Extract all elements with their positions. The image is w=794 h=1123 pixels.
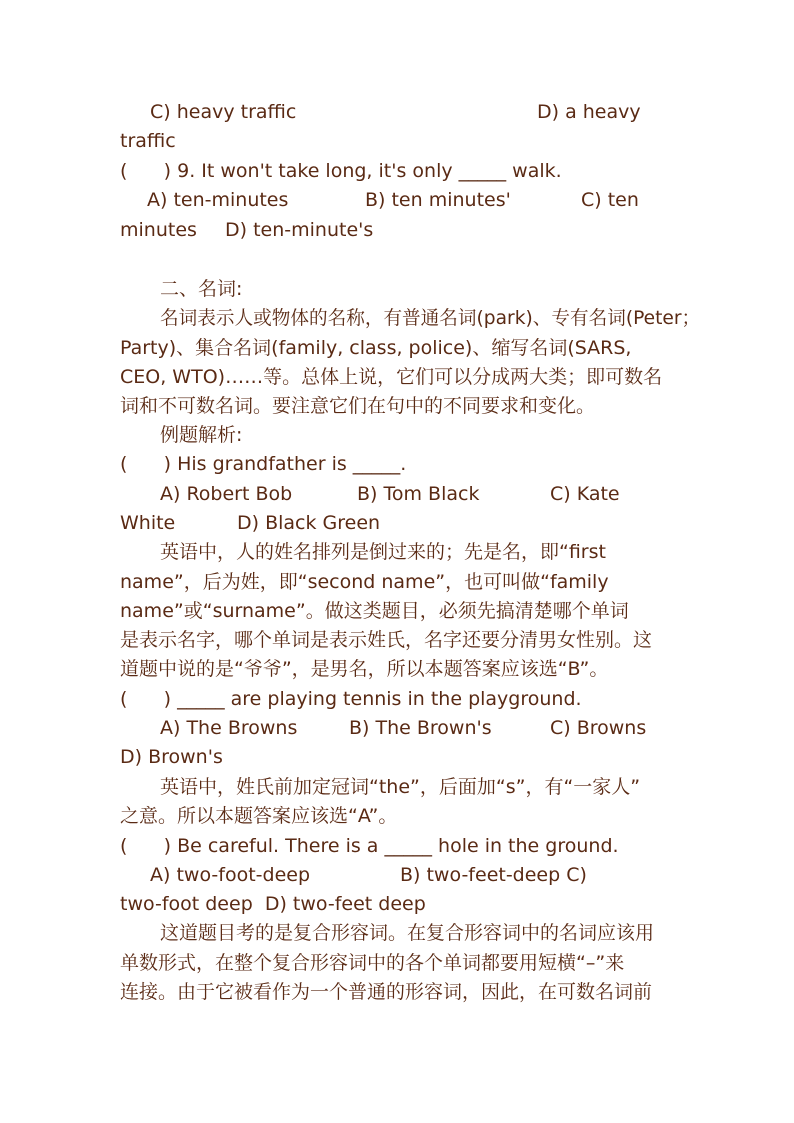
question-tennis: ( ) _____ are playing tennis in the playground. xyxy=(120,688,582,710)
question-9: ( ) 9. It won't take long, it's only _____ walk. xyxy=(120,160,562,182)
option-b: B) The Brown's xyxy=(349,717,492,739)
question-grandfather: ( ) His grandfather is _____. xyxy=(120,453,407,475)
explanation-line: 英语中，姓氏前加定冠词“the”，后面加“s”，有“一家人” xyxy=(160,776,641,798)
option-b-and-c: B) two-feet-deep C) xyxy=(400,864,587,886)
subheading-examples: 例题解析: xyxy=(160,424,243,446)
option-d: D) Black Green xyxy=(237,512,381,534)
paragraph-line: 词和不可数名词。要注意它们在句中的不同要求和变化。 xyxy=(120,395,596,417)
option-c: C) Browns xyxy=(550,717,647,739)
paragraph-line: Party)、集合名词(family, class, police)、缩写名词(SARS, xyxy=(120,337,632,359)
q9-option-d: D) ten-minute's xyxy=(225,219,374,241)
explanation-line: 之意。所以本题答案应该选“A”。 xyxy=(120,805,398,827)
explanation-line: name”或“surname”。做这类题目，必须先搞清楚哪个单词 xyxy=(120,600,629,622)
q9-option-c: C) ten xyxy=(581,189,639,211)
explanation-line: 道题中说的是“爷爷”，是男名，所以本题答案应该选“B”。 xyxy=(120,658,609,680)
paragraph-line: CEO, WTO)……等。总体上说，它们可以分成两大类；即可数名 xyxy=(120,366,663,388)
option-d: D) Brown's xyxy=(120,746,223,768)
option-a: A) The Browns xyxy=(160,717,298,739)
option-c-and-d: two-foot deep D) two-feet deep xyxy=(120,893,426,915)
explanation-line: 是表示名字，哪个单词是表示姓氏，名字还要分清男女性别。这 xyxy=(120,629,653,651)
option-c-heavy-traffic: C) heavy traffic xyxy=(150,101,297,123)
option-b: B) Tom Black xyxy=(357,483,480,505)
explanation-line: 单数形式，在整个复合形容词中的各个单词都要用短横“–”来 xyxy=(120,952,625,974)
option-c: C) Kate xyxy=(550,483,620,505)
q9-option-c-continuation: minutes xyxy=(120,219,197,241)
option-a: A) Robert Bob xyxy=(160,483,293,505)
option-d-a-heavy: D) a heavy xyxy=(537,101,641,123)
explanation-line: name”，后为姓，即“second name”，也可叫做“family xyxy=(120,571,609,593)
q9-option-b: B) ten minutes' xyxy=(365,189,511,211)
option-d-continuation: traffic xyxy=(120,130,176,152)
option-a: A) two-foot-deep xyxy=(150,864,311,886)
explanation-line: 这道题目考的是复合形容词。在复合形容词中的名词应该用 xyxy=(160,922,655,944)
option-c-continuation: White xyxy=(120,512,176,534)
explanation-line: 连接。由于它被看作为一个普通的形容词，因此，在可数名词前 xyxy=(120,981,653,1003)
paragraph-line: 名词表示人或物体的名称，有普通名词(park)、专有名词(Peter； xyxy=(160,307,701,329)
question-hole: ( ) Be careful. There is a _____ hole in the ground. xyxy=(120,835,619,857)
section-heading-nouns: 二、名词: xyxy=(160,278,243,300)
explanation-line: 英语中，人的姓名排列是倒过来的；先是名，即“first xyxy=(160,541,606,563)
q9-option-a: A) ten-minutes xyxy=(147,189,289,211)
